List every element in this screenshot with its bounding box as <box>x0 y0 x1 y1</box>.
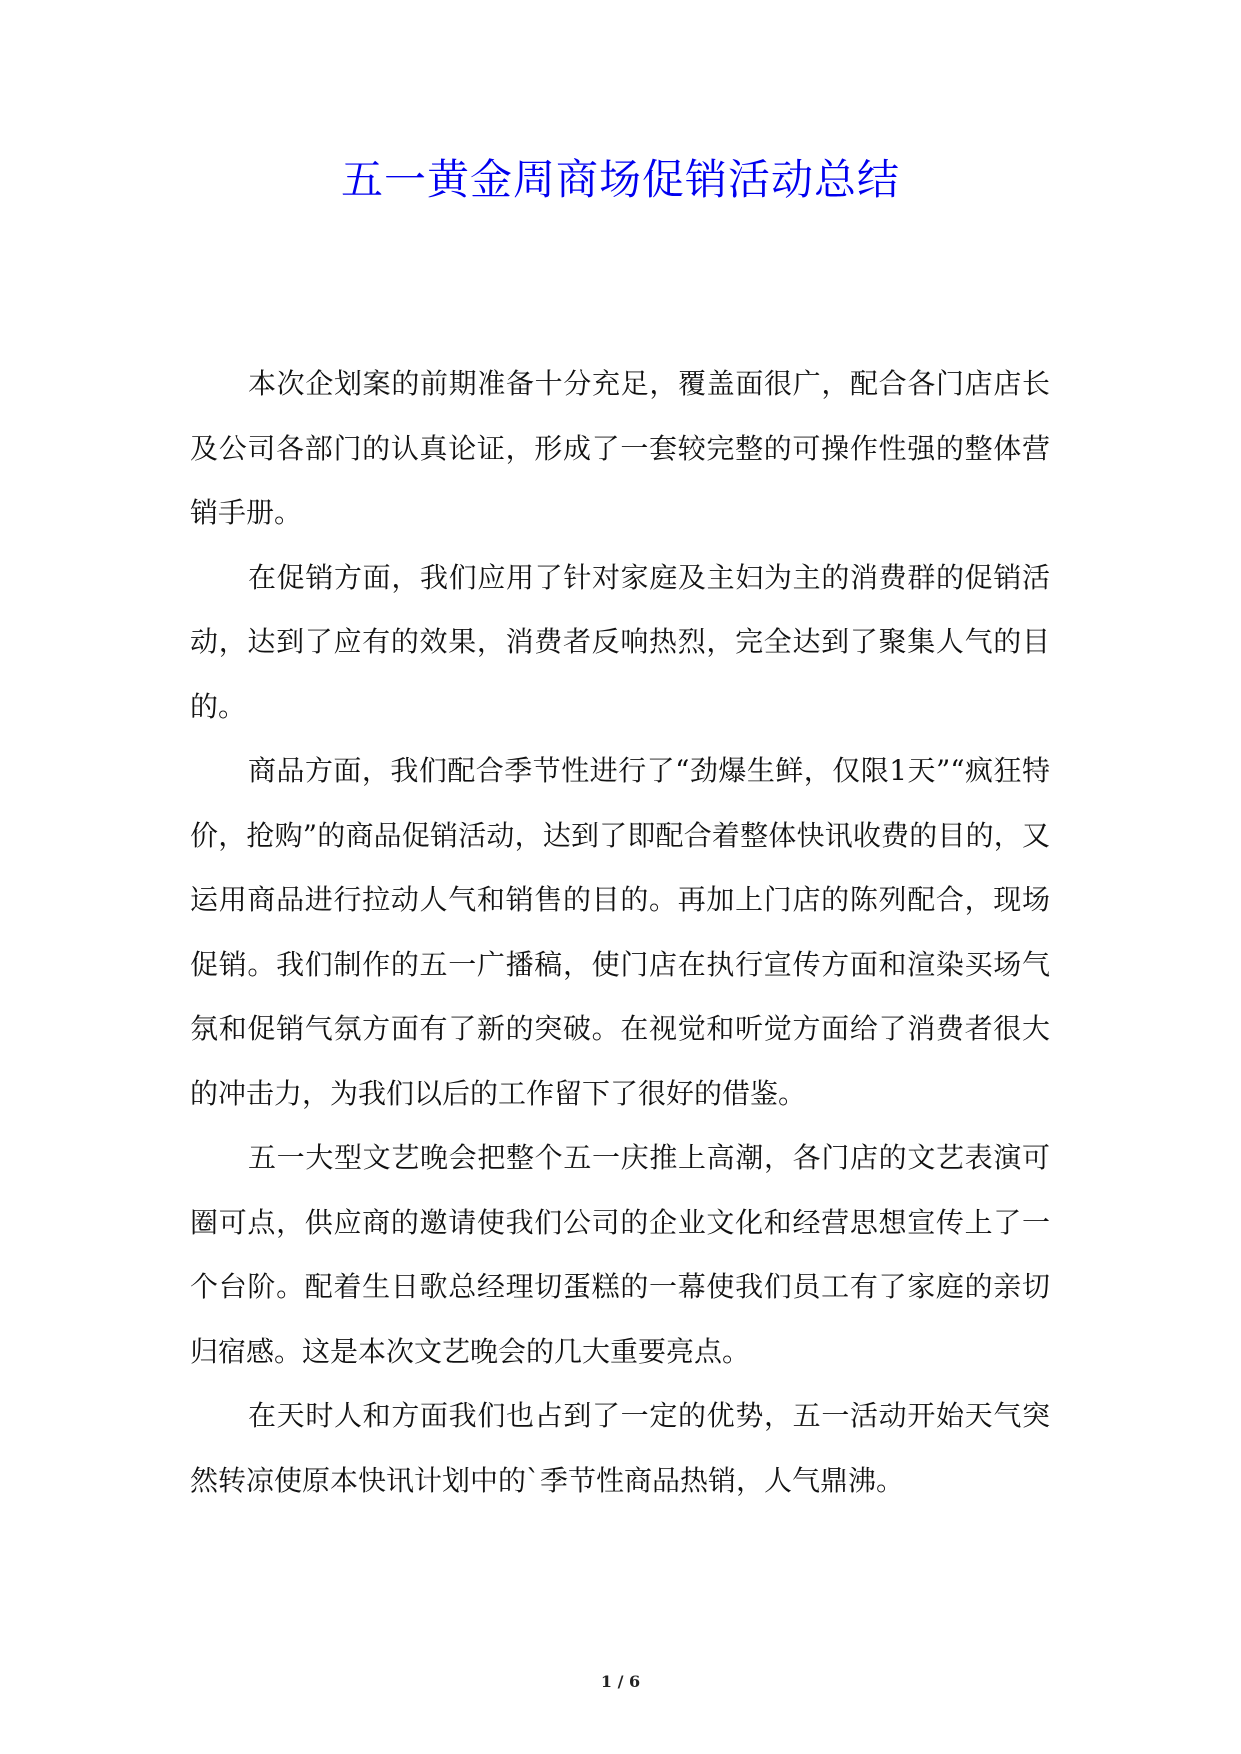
paragraph-2: 在促销方面，我们应用了针对家庭及主妇为主的消费群的促销活动，达到了应有的效果，消费者反响热烈，完全达到了聚集人气的目的。 <box>190 560 1050 723</box>
paragraph-1: 本次企划案的前期准备十分充足，覆盖面很广，配合各门店店长及公司各部门的认真论证，形成了一套较完整的可操作性强的整体营销手册。 <box>190 367 1050 529</box>
page-number: 1 / 6 <box>600 1672 641 1691</box>
paragraph-5: 在天时人和方面我们也占到了一定的优势，五一活动开始天气突然转凉使原本快讯计划中的`季节性商品热销，人气鼎沸。 <box>190 1399 1050 1497</box>
paragraph-3: 商品方面，我们配合季节性进行了“劲爆生鲜，仅限1天”“疯狂特价，抢购”的商品促销活动，达到了即配合着整体快讯收费的目的，又运用商品进行拉动人气和销售的目的。再加上门店的陈列配合，现场促销。我们制作的五一广播稿，使门店在执行宣传方面和渲染买场气氛和促销气氛方面有了新的突破。在视觉和听觉方面给了消费者很大的冲击力，为我们以后的工作留下了很好的借鉴。 <box>190 754 1050 1110</box>
document-title: 五一黄金周商场促销活动总结 <box>340 155 900 204</box>
document-body <box>190 352 1050 1513</box>
paragraph-4: 五一大型文艺晚会把整个五一庆推上高潮，各门店的文艺表演可圈可点，供应商的邀请使我们公司的企业文化和经营思想宣传上了一个台阶。配着生日歌总经理切蛋糕的一幕使我们员工有了家庭的亲切归宿感。这是本次文艺晚会的几大重要亮点。 <box>190 1141 1050 1368</box>
